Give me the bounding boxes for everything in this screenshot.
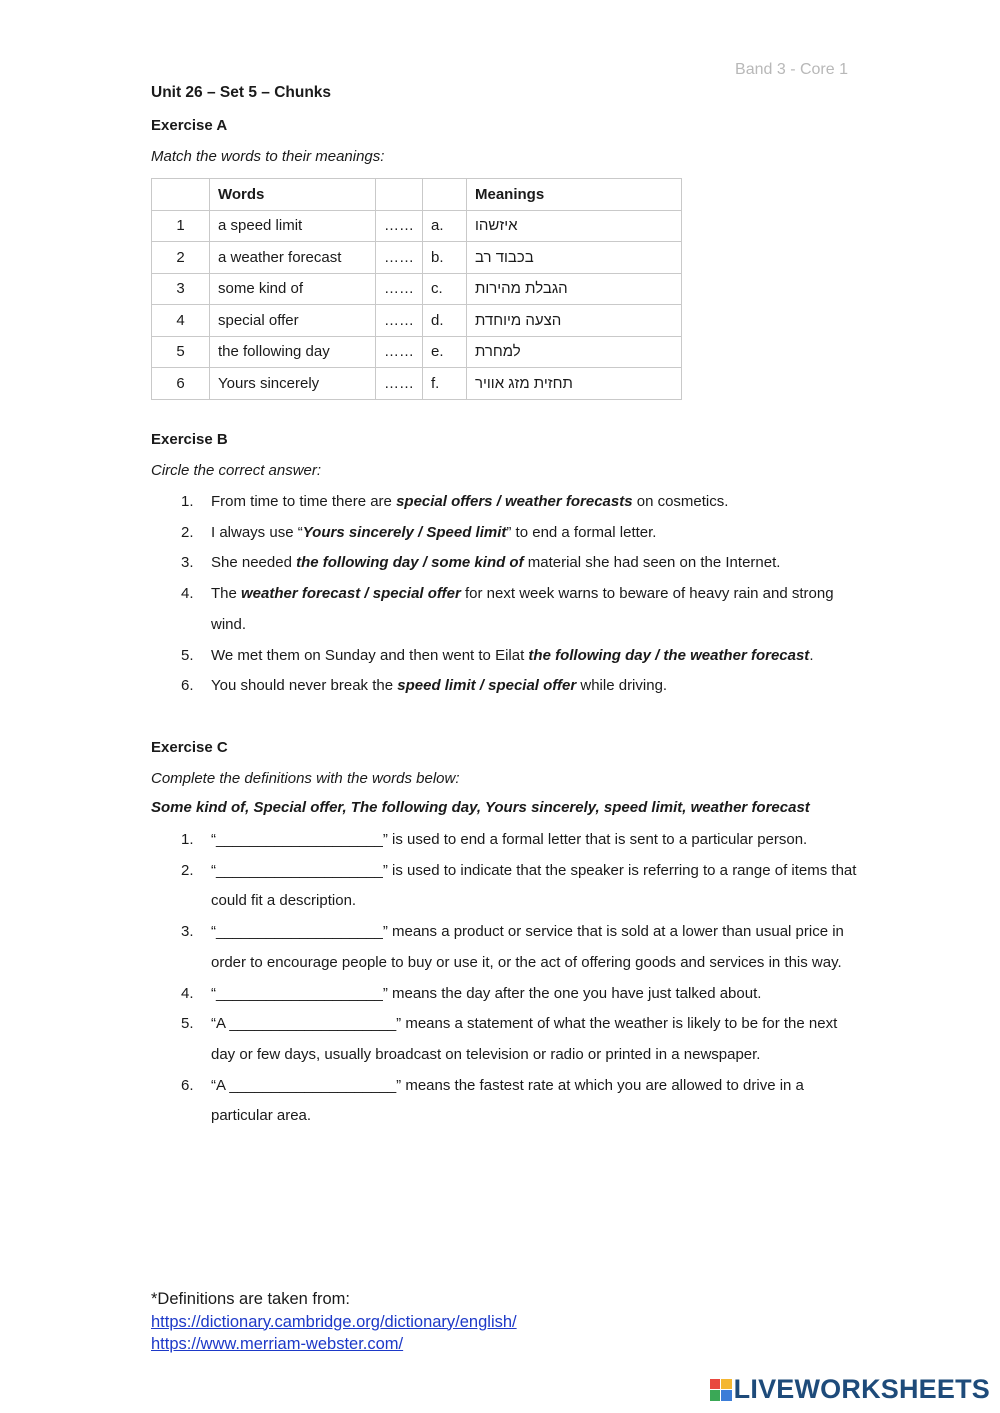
list-item bbox=[181, 671, 861, 702]
list-item bbox=[181, 856, 861, 917]
exercise-b-list bbox=[181, 487, 861, 702]
row-word: a weather forecast bbox=[210, 242, 376, 274]
exercise-b-heading: Exercise B bbox=[151, 431, 228, 448]
item-number: 4. bbox=[181, 585, 194, 603]
list-item bbox=[181, 979, 861, 1010]
item-number: 2. bbox=[181, 861, 194, 879]
meaning-text: הגבלת מהירות bbox=[475, 280, 568, 298]
answer-choice[interactable]: speed limit / special offer bbox=[397, 677, 577, 695]
logo-text: LIVEWORKSHEETS bbox=[733, 1374, 990, 1404]
meaning-text: למחרת bbox=[475, 343, 521, 361]
row-answer-blank[interactable]: …… bbox=[376, 210, 423, 242]
row-letter: f. bbox=[423, 368, 467, 400]
definition-text[interactable]: “____________________” means a product or service that is sold at a lower than usual price in order to encourage people to buy or use it, or the act of offering goods and services in this way. bbox=[211, 923, 844, 971]
list-item bbox=[181, 1071, 861, 1132]
row-meaning bbox=[467, 273, 682, 305]
header-num bbox=[152, 179, 210, 211]
item-number: 6. bbox=[181, 677, 194, 695]
item-text-before: We met them on Sunday and then went to Eilat bbox=[211, 646, 529, 664]
item-text-after: . bbox=[809, 646, 814, 664]
row-word: Yours sincerely bbox=[210, 368, 376, 400]
answer-choice[interactable]: the following day / the weather forecast bbox=[528, 646, 810, 664]
item-number: 5. bbox=[181, 1015, 194, 1033]
item-text-after: while driving. bbox=[576, 677, 668, 695]
definition-text[interactable]: “A ____________________” means a statement of what the weather is likely to be for the next day or few days, usually broadcast on television or radio or printed in a newspaper. bbox=[211, 1015, 838, 1063]
item-number: 3. bbox=[181, 923, 194, 941]
definition-text[interactable]: “____________________” is used to end a formal letter that is sent to a particular person. bbox=[211, 831, 808, 848]
list-item bbox=[181, 1009, 861, 1070]
list-item bbox=[181, 518, 861, 549]
list-item bbox=[181, 487, 861, 518]
table-row bbox=[152, 242, 682, 274]
definition-text[interactable]: “____________________” means the day after the one you have just talked about. bbox=[211, 984, 762, 1002]
row-number: 3 bbox=[152, 273, 210, 305]
page-title: Unit 26 – Set 5 – Chunks bbox=[151, 84, 332, 101]
header-band-label: Band 3 - Core 1 bbox=[735, 61, 848, 78]
row-number: 4 bbox=[152, 305, 210, 337]
answer-choice[interactable]: the following day / some kind of bbox=[296, 554, 524, 572]
row-number: 5 bbox=[152, 336, 210, 368]
item-text-after: on cosmetics. bbox=[632, 493, 729, 510]
row-answer-blank[interactable]: …… bbox=[376, 242, 423, 274]
exercise-b-instruction: Circle the correct answer: bbox=[151, 462, 322, 479]
row-meaning bbox=[467, 210, 682, 242]
row-answer-blank[interactable]: …… bbox=[376, 273, 423, 305]
header-blank bbox=[376, 179, 423, 211]
row-meaning bbox=[467, 336, 682, 368]
item-text-before: You should never break the bbox=[211, 677, 398, 695]
row-answer-blank[interactable]: …… bbox=[376, 368, 423, 400]
row-letter: c. bbox=[423, 273, 467, 305]
matching-table bbox=[151, 178, 682, 400]
item-text-after: ” to end a formal letter. bbox=[506, 523, 657, 541]
table-row bbox=[152, 210, 682, 242]
merriam-webster-link[interactable]: https://www.merriam-webster.com/ bbox=[151, 1335, 404, 1353]
row-letter: b. bbox=[423, 242, 467, 274]
list-item bbox=[181, 917, 861, 978]
row-word: a speed limit bbox=[210, 210, 376, 242]
definition-text[interactable]: “A ____________________” means the fastest rate at which you are allowed to drive in a particular area. bbox=[211, 1076, 804, 1125]
exercise-a-heading: Exercise A bbox=[151, 117, 228, 134]
exercise-c-list bbox=[181, 825, 861, 1132]
meaning-text: איזשהו bbox=[475, 217, 518, 235]
row-meaning bbox=[467, 242, 682, 274]
table-header-row bbox=[152, 179, 682, 211]
item-text-before: From time to time there are bbox=[211, 493, 397, 510]
sources-note: *Definitions are taken from: bbox=[151, 1290, 351, 1308]
row-word: the following day bbox=[210, 336, 376, 368]
item-number: 6. bbox=[181, 1076, 194, 1094]
row-letter: a. bbox=[423, 210, 467, 242]
liveworksheets-logo bbox=[710, 1374, 990, 1405]
item-number: 1. bbox=[181, 831, 194, 848]
item-number: 1. bbox=[181, 493, 194, 510]
list-item bbox=[181, 641, 861, 672]
exercise-a-instruction: Match the words to their meanings: bbox=[151, 148, 385, 165]
header-meanings: Meanings bbox=[467, 179, 682, 211]
exercise-c-instruction: Complete the definitions with the words below: bbox=[151, 770, 460, 787]
item-text-after: material she had seen on the Internet. bbox=[523, 554, 781, 572]
item-number: 4. bbox=[181, 984, 194, 1002]
item-text-after: for next week warns to beware of heavy rain and strong wind. bbox=[211, 585, 834, 633]
header-words: Words bbox=[210, 179, 376, 211]
answer-choice[interactable]: special offers / weather forecasts bbox=[396, 493, 633, 510]
row-answer-blank[interactable]: …… bbox=[376, 305, 423, 337]
row-meaning bbox=[467, 368, 682, 400]
table-row bbox=[152, 273, 682, 305]
word-bank: Some kind of, Special offer, The following day, Yours sincerely, speed limit, weather forecast bbox=[151, 799, 810, 816]
meaning-text: תחזית מזג אוויר bbox=[475, 374, 573, 392]
row-number: 2 bbox=[152, 242, 210, 274]
list-item bbox=[181, 548, 861, 579]
cambridge-link[interactable]: https://dictionary.cambridge.org/dictionary/english/ bbox=[151, 1312, 517, 1331]
list-item bbox=[181, 825, 861, 856]
row-meaning bbox=[467, 305, 682, 337]
item-text-before: She needed bbox=[211, 554, 297, 572]
list-item bbox=[181, 579, 861, 640]
exercise-c-heading: Exercise C bbox=[151, 739, 228, 756]
item-number: 2. bbox=[181, 523, 194, 541]
item-text-before: The bbox=[211, 585, 242, 603]
row-number: 1 bbox=[152, 210, 210, 242]
row-word: some kind of bbox=[210, 273, 376, 305]
row-answer-blank[interactable]: …… bbox=[376, 336, 423, 368]
meaning-text: בכבוד רב bbox=[475, 248, 534, 266]
row-number: 6 bbox=[152, 368, 210, 400]
row-letter: d. bbox=[423, 305, 467, 337]
row-word: special offer bbox=[210, 305, 376, 337]
answer-choice[interactable]: weather forecast / special offer bbox=[241, 585, 461, 603]
table-row bbox=[152, 305, 682, 337]
footer-sources bbox=[151, 1288, 517, 1356]
item-number: 3. bbox=[181, 554, 194, 572]
item-number: 5. bbox=[181, 646, 194, 664]
answer-choice[interactable]: Yours sincerely / Speed limit bbox=[302, 523, 507, 541]
definition-text[interactable]: “____________________” is used to indicate that the speaker is referring to a range of items that could fit a description. bbox=[211, 861, 857, 910]
table-row bbox=[152, 336, 682, 368]
logo-mark-icon bbox=[710, 1379, 732, 1401]
header-letter bbox=[423, 179, 467, 211]
item-text-before: I always use “ bbox=[211, 523, 303, 541]
meaning-text: הצעה מיוחדת bbox=[475, 311, 562, 329]
table-row bbox=[152, 368, 682, 400]
row-letter: e. bbox=[423, 336, 467, 368]
